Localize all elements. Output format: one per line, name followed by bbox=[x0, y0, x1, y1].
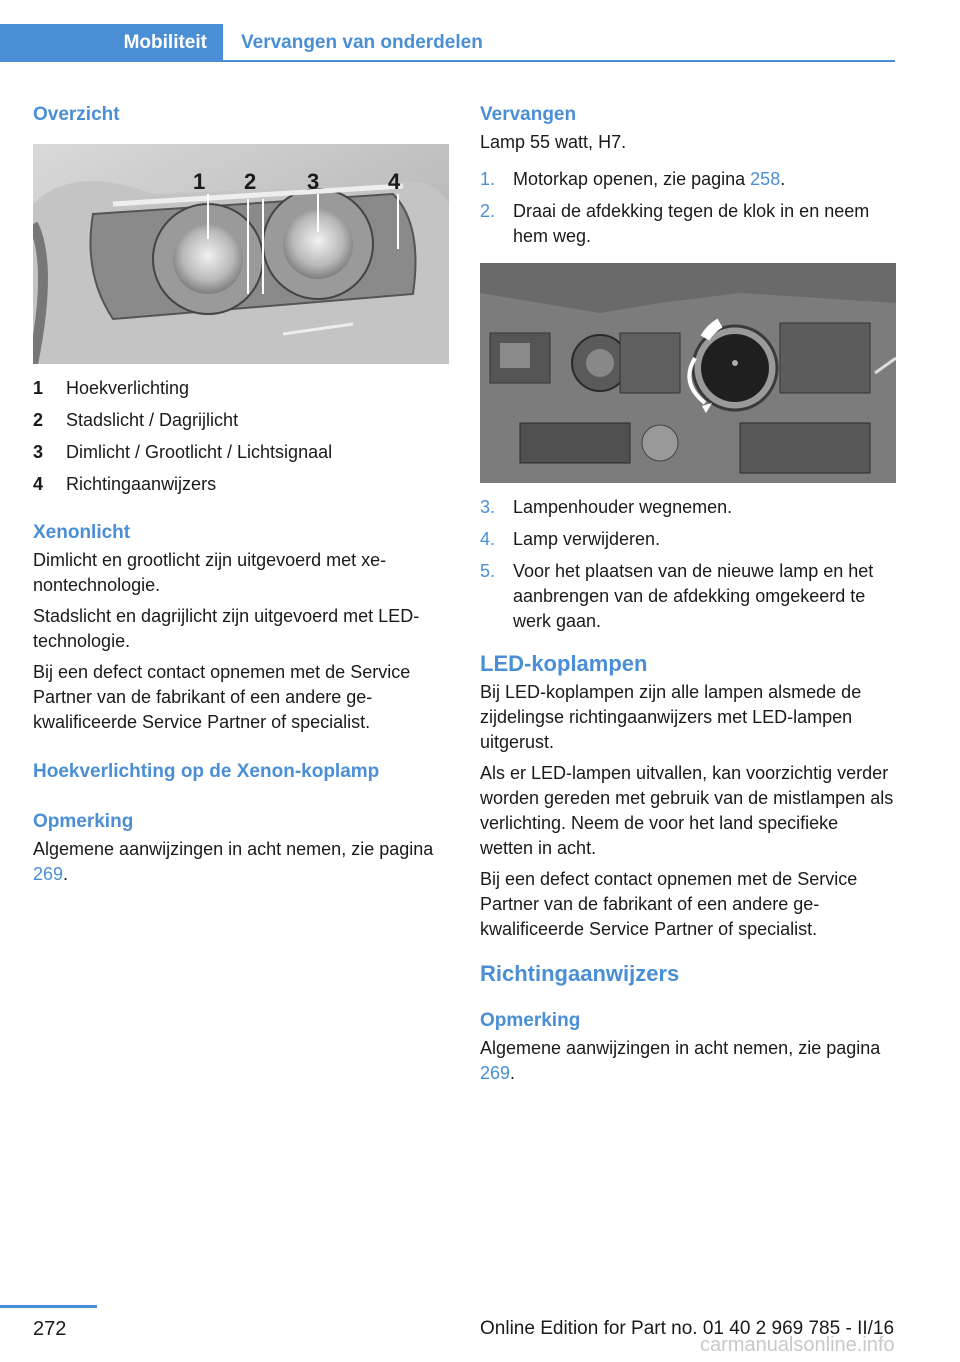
hoekverlichting-heading: Hoekverlichting op de Xenon-koplamp bbox=[33, 761, 380, 782]
legend-number: 2 bbox=[33, 410, 44, 430]
steps-list-a bbox=[480, 167, 896, 249]
step-text-content: Motorkap openen, zie pagina bbox=[513, 169, 751, 189]
footer-divider bbox=[0, 1305, 97, 1308]
led-heading: LED-koplampen bbox=[480, 651, 648, 676]
legend-item bbox=[33, 468, 449, 500]
opmerking-heading: Opmerking bbox=[480, 1010, 581, 1031]
step-item bbox=[480, 199, 896, 249]
page-number: 272 bbox=[33, 1318, 67, 1340]
legend-number: 1 bbox=[33, 378, 44, 398]
legend-item bbox=[33, 436, 449, 468]
step-number: 3. bbox=[480, 497, 496, 517]
step-text: Draai de afdekking tegen de klok in en neem hem weg. bbox=[513, 201, 870, 246]
vervangen-heading: Vervangen bbox=[480, 104, 577, 125]
legend-label: Hoekverlichting bbox=[66, 378, 190, 398]
opmerking-end: . bbox=[63, 864, 69, 884]
led-paragraph: Bij een defect contact opnemen met de Service Partner van de fabrikant of een andere gekwalificeerde Service Partner of specialist. bbox=[480, 869, 858, 939]
lamp-spec: Lamp 55 watt, H7. bbox=[480, 132, 627, 152]
section-tab-label: Mobiliteit bbox=[123, 32, 207, 53]
overzicht-heading: Overzicht bbox=[33, 104, 120, 125]
opmerking-text: Algemene aanwijzingen in acht nemen, zie pagina bbox=[480, 1038, 881, 1058]
page-link[interactable]: 269 bbox=[480, 1063, 511, 1083]
opmerking-paragraph bbox=[480, 1036, 896, 1086]
page-header bbox=[0, 0, 960, 62]
legend-number: 4 bbox=[33, 474, 44, 494]
legend-label: Dimlicht / Grootlicht / Lichtsignaal bbox=[66, 442, 333, 462]
legend-item bbox=[33, 372, 449, 404]
step-item bbox=[480, 495, 896, 520]
legend-label: Richtingaanwijzers bbox=[66, 474, 217, 494]
legend-label: Stadslicht / Dagrijlicht bbox=[66, 410, 239, 430]
richtingaanwijzers-heading: Richtingaanwijzers bbox=[480, 961, 680, 986]
right-column bbox=[480, 100, 896, 1092]
led-paragraph: Bij LED-koplampen zijn alle lampen alsmede de zijdelingse richtingaanwijzers met LED-lampen uitgerust. bbox=[480, 682, 862, 752]
chapter-title bbox=[241, 24, 483, 62]
led-paragraph: Als er LED-lampen uitvallen, kan voorzichtig verder worden gereden met gebruik van de mistlampen als verlichting. Neem de voor het land specifieke wetten in acht. bbox=[480, 763, 894, 858]
opmerking-heading: Opmerking bbox=[33, 811, 134, 832]
step-number: 1. bbox=[480, 169, 496, 189]
step-text: Lampenhouder wegnemen. bbox=[513, 497, 733, 517]
opmerking-paragraph bbox=[33, 837, 449, 887]
engine-bay-image bbox=[480, 263, 896, 483]
legend-number: 3 bbox=[33, 442, 44, 462]
page-link[interactable]: 269 bbox=[33, 864, 64, 884]
xenon-paragraph: Stadslicht en dagrijlicht zijn uitgevoerd met LED-technologie. bbox=[33, 606, 420, 651]
figure-callout-1: 1 bbox=[193, 169, 206, 194]
chapter-title-label: Vervangen van onderdelen bbox=[241, 32, 483, 53]
legend-item bbox=[33, 404, 449, 436]
figure-callout-4: 4 bbox=[388, 169, 401, 194]
step-number: 2. bbox=[480, 201, 496, 221]
section-tab bbox=[0, 24, 223, 62]
headlight-overview-image bbox=[33, 144, 449, 364]
edition-info: Online Edition for Part no. 01 40 2 969 785 - II/16 bbox=[480, 1318, 895, 1339]
header-divider bbox=[223, 60, 895, 62]
watermark: carmanualsonline.info bbox=[700, 1334, 895, 1356]
step-text-end: . bbox=[780, 169, 786, 189]
figure-callout-2: 2 bbox=[244, 169, 257, 194]
step-item bbox=[480, 527, 896, 552]
figure-callout-3: 3 bbox=[307, 169, 320, 194]
headlight-legend bbox=[33, 372, 449, 500]
step-text: Lamp verwijderen. bbox=[513, 529, 661, 549]
xenon-heading: Xenonlicht bbox=[33, 522, 131, 543]
step-item bbox=[480, 167, 896, 192]
xenon-paragraph: Bij een defect contact opnemen met de Service Partner van de fabrikant of een andere gekwalificeerde Service Partner of specialist. bbox=[33, 662, 411, 732]
opmerking-text: Algemene aanwijzingen in acht nemen, zie pagina bbox=[33, 839, 434, 859]
xenon-paragraph: Dimlicht en grootlicht zijn uitgevoerd met xenontechnologie. bbox=[33, 550, 387, 595]
left-column bbox=[33, 100, 449, 893]
step-text bbox=[513, 167, 896, 192]
step-text: Voor het plaatsen van de nieuwe lamp en het aanbrengen van de afdekking omgekeerd te werk gaan. bbox=[513, 561, 874, 631]
step-number: 5. bbox=[480, 561, 496, 581]
step-item bbox=[480, 559, 896, 634]
page-link[interactable]: 258 bbox=[750, 169, 781, 189]
step-number: 4. bbox=[480, 529, 496, 549]
opmerking-end: . bbox=[510, 1063, 516, 1083]
steps-list-b bbox=[480, 495, 896, 634]
